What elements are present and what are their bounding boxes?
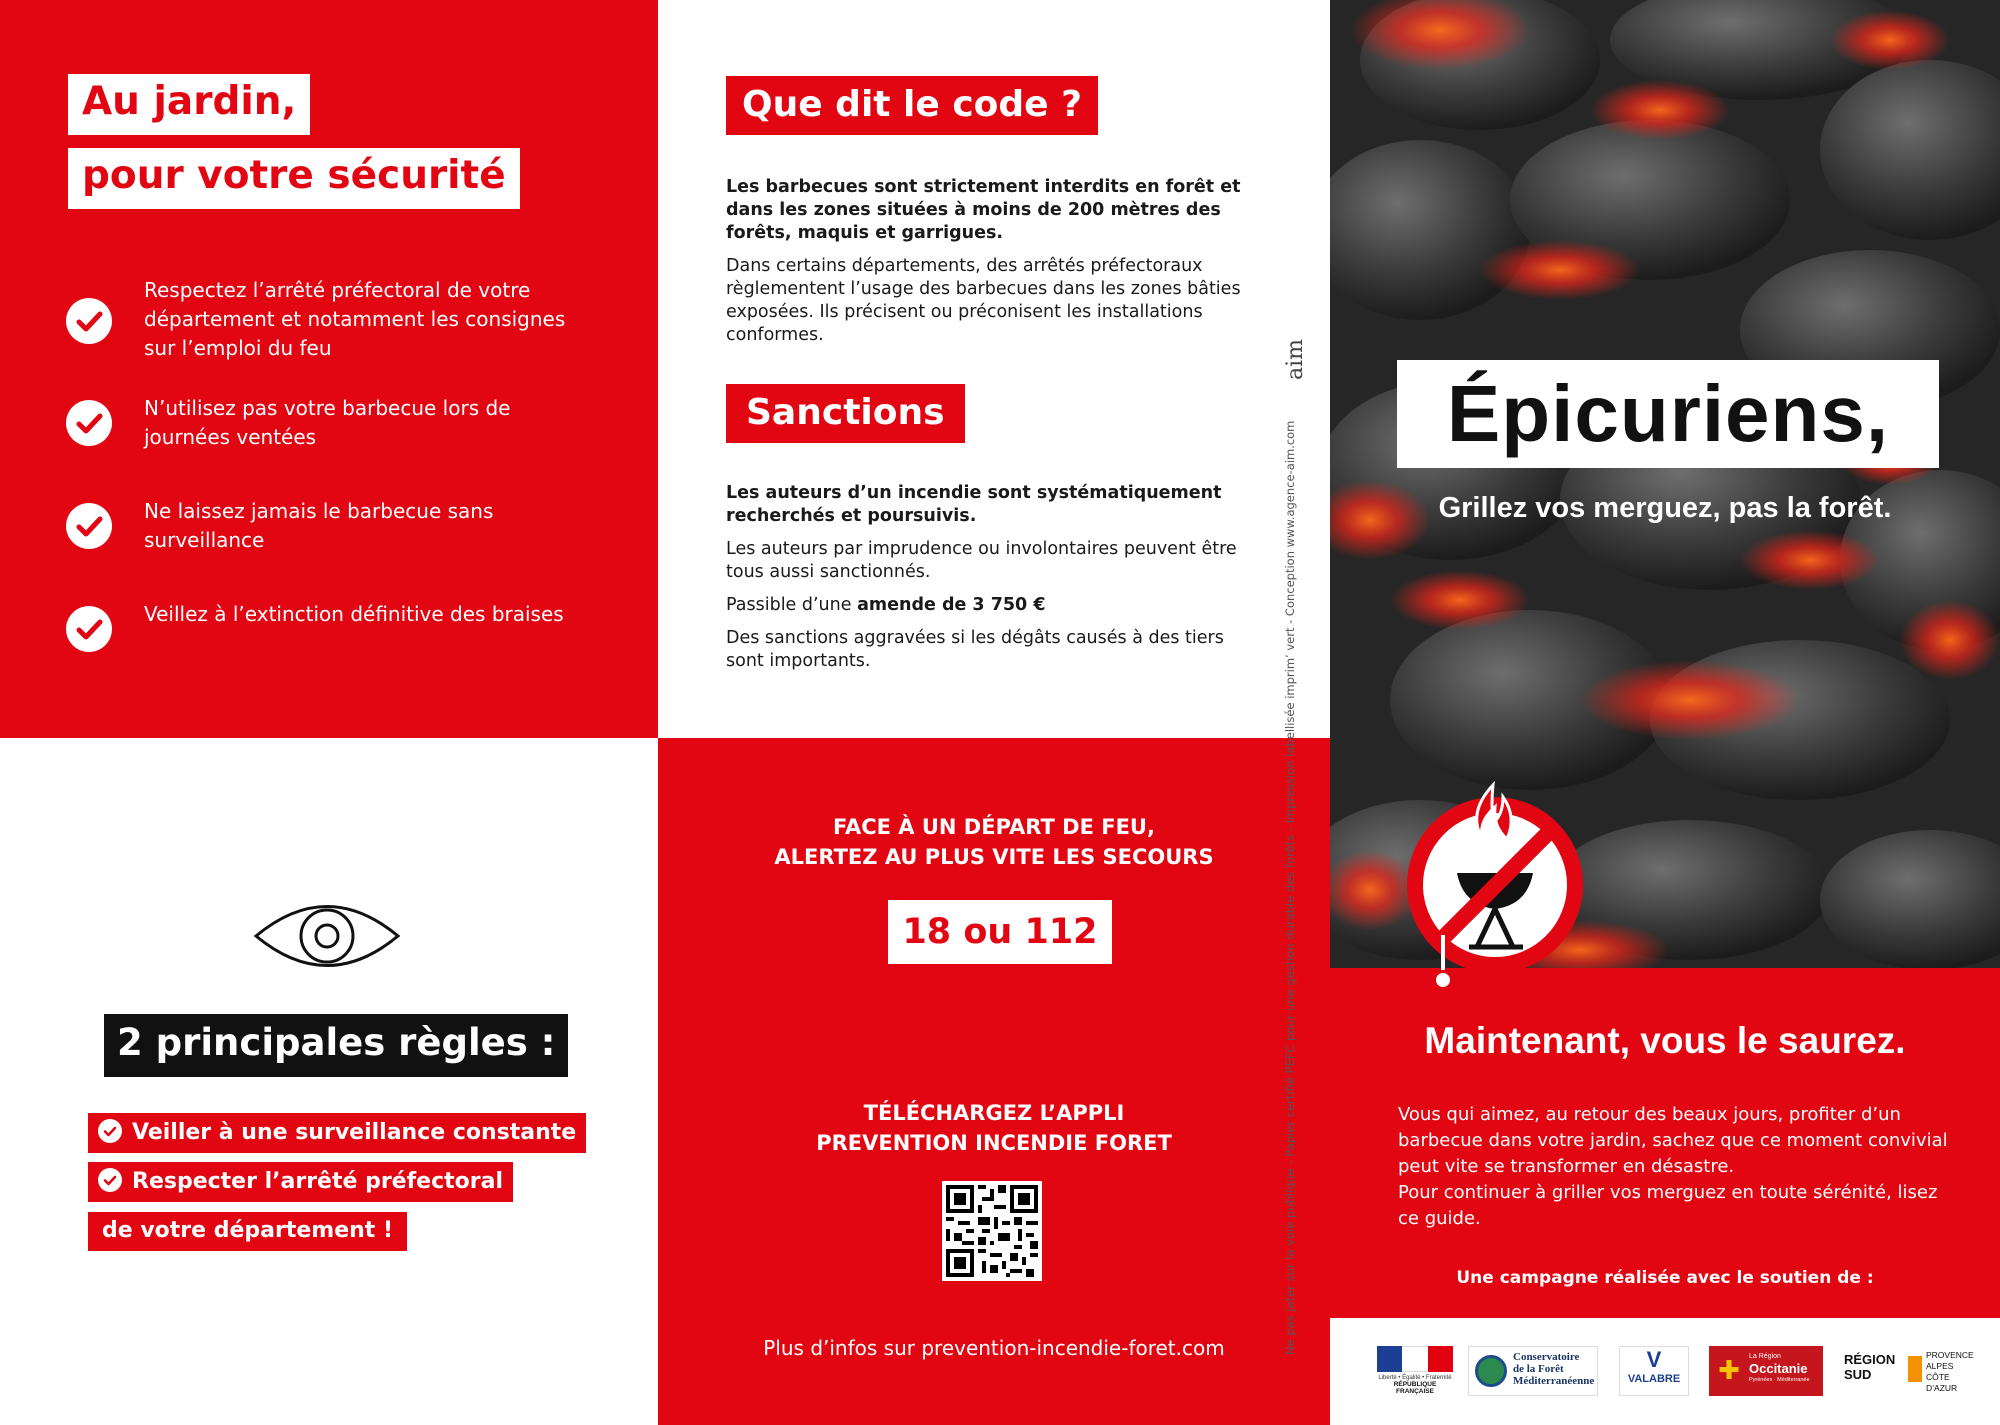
alert-line2: ALERTEZ AU PLUS VITE LES SECOURS [774,845,1214,869]
check-icon [66,298,112,344]
sud-line5: CÔTE D’AZUR [1926,1372,1958,1393]
vertical-credits: Ne pas jeter sur la voie publique - Papier certifié PEFC pour une gestion durable des forêts - Impression labellisée imprim’ vert - Conception www.agence-aim.com [1283,420,1297,1355]
cover-headline: Maintenant, vous le saurez. [1424,1020,1906,1061]
sanctions-fine-amount: amende de 3 750 € [857,595,1046,615]
code-title: Que dit le code ? [726,76,1098,135]
sanctions-bold-text: Les auteurs d’un incendie sont systématiquement recherchés et poursuivis. [726,483,1222,526]
rule-item-2-cont-text: de votre département ! [88,1212,407,1251]
eye-icon [252,899,402,973]
sanctions-title: Sanctions [726,384,965,443]
garden-item [66,276,586,366]
rules-panel [0,738,658,1425]
sud-line1: RÉGION [1844,1352,1896,1367]
code-bold-text: Les barbecues sont strictement interdits en forêt et dans les zones situées à moins de 200 mètres des forêts, maquis et garrigues. [726,177,1241,243]
garden-title-line1: Au jardin, [68,74,310,135]
more-info-link[interactable]: Plus d’infos sur prevention-incendie-foret.com [763,1336,1225,1360]
cover-support: Une campagne réalisée avec le soutien de : [1456,1268,1874,1288]
cover-body-1: Vous qui aimez, au retour des beaux jours, profiter d’un barbecue dans votre jardin, sachez que ce moment convivial peut vite se transformer en désastre. [1398,1104,1948,1177]
garden-title-line2-box [68,148,520,209]
rule-item-2 [88,1162,513,1202]
sanctions-text2: Des sanctions aggravées si les dégâts causés à des tiers sont importants. [726,628,1224,671]
alert-line1: FACE À UN DÉPART DE FEU, [833,815,1155,839]
check-icon [98,1119,122,1143]
sud-line2: SUD [1844,1367,1872,1382]
sanctions-fine-prefix: Passible d’une [726,595,858,615]
alert-heading [658,812,1330,872]
cfm-line2: de la Forêt [1513,1363,1564,1375]
sanctions-text1: Les auteurs par imprudence ou involontaires peuvent être tous aussi sanctionnés. [726,539,1237,582]
valabre-v-icon: V [1646,1347,1662,1372]
garden-panel [0,0,658,738]
check-icon [66,503,112,549]
alert-panel [658,738,1330,1425]
garden-item-text: Veillez à l’extinction définitive des braises [144,602,564,626]
garden-item [66,600,586,658]
cover-body-2: Pour continuer à griller vos merguez en toute sérénité, lisez ce guide. [1398,1182,1938,1229]
occ-line2: Occitanie [1749,1361,1808,1376]
sanctions-body [726,482,1256,683]
qr-code-icon[interactable] [942,1181,1042,1281]
garden-title-line2: pour votre sécurité [68,148,520,209]
aim-logo: aim [1283,338,1308,380]
partner-logos [1330,1318,2000,1425]
rules-title-box [104,1014,568,1077]
no-barbecue-icon [1395,765,1595,995]
rule-item-1-text: Veiller à une surveillance constante [132,1120,577,1145]
rule-item-2-continued [88,1212,407,1251]
check-icon [98,1168,122,1192]
sud-line4: ALPES [1926,1361,1954,1371]
rf-motto: Liberté • Égalité • Fraternité [1378,1375,1452,1381]
sanctions-title-box [726,384,965,443]
code-text: Dans certains départements, des arrêtés préfectoraux règlementent l’usage des barbecues dans les zones bâties exposées. Ils précisent ou préconisent les installations conformes. [726,256,1241,345]
code-title-box [726,76,1098,135]
sud-line3: PROVENCE [1926,1350,1974,1360]
sud-flag-icon [1908,1356,1922,1382]
occ-line3: Pyrénées · Méditerranée [1749,1377,1810,1383]
check-icon [66,400,112,446]
garden-item-text: Ne laissez jamais le barbecue sans surveillance [144,499,494,552]
occitanie-cross-icon: ✚ [1718,1355,1740,1385]
rule-item-1 [88,1113,586,1153]
garden-item [66,497,586,555]
occitanie-logo [1709,1346,1823,1396]
garden-item-text: Respectez l’arrêté préfectoral de votre département et notamment les consignes sur l’emploi du feu [144,278,566,360]
garden-checklist [66,276,586,658]
cfm-line3: Méditerranéenne [1513,1375,1595,1387]
emergency-numbers-box [888,900,1112,964]
garden-item [66,394,586,452]
conservatoire-foret-logo [1468,1346,1598,1396]
cover-title: Épicuriens, [1446,369,1890,458]
check-icon [66,606,112,652]
occ-line1: La Région [1749,1353,1781,1360]
emergency-numbers: 18 ou 112 [902,912,1098,952]
valabre-name: VALABRE [1627,1373,1681,1385]
cover-intro-panel [1330,968,2000,1318]
rules-title: 2 principales règles : [104,1014,568,1077]
app-heading [658,1098,1330,1158]
valabre-logo [1619,1346,1689,1396]
app-line2: PREVENTION INCENDIE FORET [816,1131,1172,1155]
region-sud-logo [1840,1346,1980,1396]
app-line1: TÉLÉCHARGEZ L’APPLI [863,1101,1125,1125]
cover-title-box [1397,360,1939,468]
rule-item-2-text: Respecter l’arrêté préfectoral [132,1169,503,1194]
republique-francaise-logo [1374,1346,1456,1396]
cover-subtitle: Grillez vos merguez, pas la forêt. [1438,492,1892,524]
code-body [726,176,1256,357]
rf-name: RÉPUBLIQUE FRANÇAISE [1393,1381,1437,1395]
cover-body [1398,1102,1958,1232]
garden-item-text: N’utilisez pas votre barbecue lors de journées ventées [144,396,511,449]
cfm-globe-icon [1475,1355,1507,1387]
cfm-line1: Conservatoire [1513,1351,1580,1363]
garden-title-line1-box [68,74,310,135]
